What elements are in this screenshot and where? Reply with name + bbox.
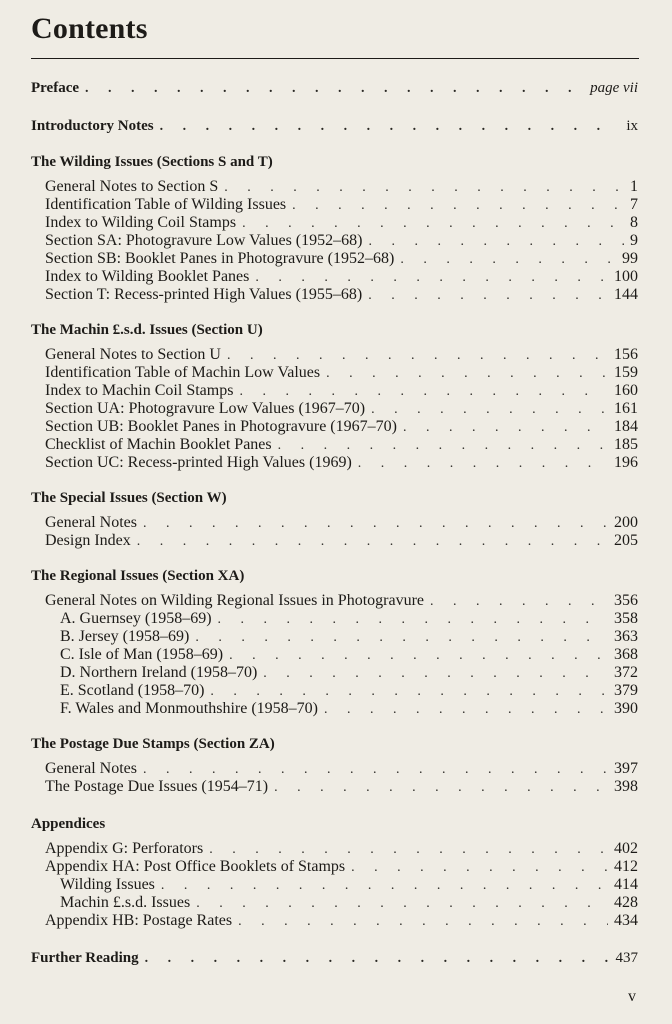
- dot-leader: [368, 234, 624, 250]
- dot-leader: [239, 384, 608, 400]
- toc-page-number: 161: [614, 400, 638, 417]
- toc-entry-title: Section T: Recess-printed High Values (1955–68): [45, 286, 363, 303]
- toc-entry-title: General Notes to Section S: [45, 178, 219, 195]
- dot-leader: [292, 198, 624, 214]
- dot-leader: [400, 252, 616, 268]
- toc-entry-title: Design Index: [45, 532, 131, 549]
- toc-entry-title: Preface: [31, 80, 80, 96]
- toc-entry: [0, 196, 672, 216]
- toc-entry: [0, 232, 672, 252]
- toc-page-number: 1: [630, 178, 638, 195]
- toc-page-number: 368: [614, 646, 638, 663]
- dot-leader: [161, 878, 608, 894]
- dot-leader: [137, 534, 608, 550]
- toc-page-number: 144: [614, 286, 638, 303]
- toc-entry: [0, 628, 672, 648]
- dot-leader: [145, 951, 610, 967]
- toc-entry-title: The Postage Due Stamps (Section ZA): [31, 736, 275, 752]
- dot-leader: [229, 648, 608, 664]
- toc-entry-title: A. Guernsey (1958–69): [60, 610, 212, 627]
- toc-entry: [0, 664, 672, 684]
- toc-entry: [0, 682, 672, 702]
- toc-page-number: 397: [614, 760, 638, 777]
- dot-leader: [371, 402, 608, 418]
- dot-leader: [326, 366, 608, 382]
- dot-leader: [210, 684, 608, 700]
- toc-entry-title: Wilding Issues: [60, 876, 155, 893]
- toc-page-number: 7: [630, 196, 638, 213]
- title-rule: [31, 58, 639, 59]
- toc-entry-title: B. Jersey (1958–69): [60, 628, 190, 645]
- toc-page-number: 185: [614, 436, 638, 453]
- toc-entry: [0, 760, 672, 780]
- toc-section-heading: [0, 118, 672, 138]
- dot-leader: [143, 762, 608, 778]
- dot-leader: [238, 914, 608, 930]
- dot-leader: [227, 348, 608, 364]
- toc-entry-title: Index to Machin Coil Stamps: [45, 382, 234, 399]
- toc-section-heading: [0, 80, 672, 100]
- toc-entry-title: Checklist of Machin Booklet Panes: [45, 436, 272, 453]
- dot-leader: [242, 216, 624, 232]
- toc-page-number: 437: [615, 950, 638, 966]
- toc-entry: [0, 346, 672, 366]
- toc-page-number: 9: [630, 232, 638, 249]
- dot-leader: [263, 666, 608, 682]
- toc-entry: [0, 400, 672, 420]
- toc-entry-title: Appendix G: Perforators: [45, 840, 204, 857]
- dot-leader: [351, 860, 608, 876]
- toc-page-number: ix: [626, 118, 638, 134]
- toc-entry-title: Section UA: Photogravure Low Values (1967–70): [45, 400, 366, 417]
- toc-entry: [0, 858, 672, 878]
- dot-leader: [255, 270, 608, 286]
- toc-entry-title: D. Northern Ireland (1958–70): [60, 664, 258, 681]
- dot-leader: [196, 896, 608, 912]
- toc-entry: [0, 250, 672, 270]
- dot-leader: [209, 842, 608, 858]
- toc-page-number: 363: [614, 628, 638, 645]
- toc-entry: [0, 778, 672, 798]
- dot-leader: [143, 516, 608, 532]
- toc-page-number: 379: [614, 682, 638, 699]
- toc-entry-title: Index to Wilding Coil Stamps: [45, 214, 237, 231]
- dot-leader: [224, 180, 624, 196]
- toc-entry-title: Machin £.s.d. Issues: [60, 894, 191, 911]
- toc-page-number: 99: [622, 250, 638, 267]
- page-title: Contents: [31, 12, 148, 45]
- toc-page-number: 156: [614, 346, 638, 363]
- toc-entry: [0, 610, 672, 630]
- toc-entry-title: Section UB: Booklet Panes in Photogravure (1967–70): [45, 418, 397, 435]
- toc-entry-title: Identification Table of Machin Low Values: [45, 364, 321, 381]
- toc-page-number: 412: [614, 858, 638, 875]
- toc-page-number: 356: [614, 592, 638, 609]
- dot-leader: [368, 288, 608, 304]
- toc-entry: [0, 382, 672, 402]
- toc-section-heading: [0, 154, 672, 174]
- toc-entry-title: General Notes on Wilding Regional Issues in Photogravure: [45, 592, 424, 609]
- toc-page-number: 372: [614, 664, 638, 681]
- dot-leader: [430, 594, 608, 610]
- toc-entry-title: F. Wales and Monmouthshire (1958–70): [60, 700, 318, 717]
- toc-entry-title: Introductory Notes: [31, 118, 154, 134]
- toc-section-heading: [0, 950, 672, 970]
- toc-entry: [0, 418, 672, 438]
- toc-entry-title: E. Scotland (1958–70): [60, 682, 205, 699]
- toc-entry: [0, 912, 672, 932]
- toc-entry: [0, 532, 672, 552]
- toc-entry: [0, 514, 672, 534]
- toc-entry-title: Section SA: Photogravure Low Values (1952–68): [45, 232, 363, 249]
- toc-section-heading: [0, 322, 672, 342]
- dot-leader: [195, 630, 608, 646]
- toc-entry-title: Index to Wilding Booklet Panes: [45, 268, 250, 285]
- dot-leader: [274, 780, 608, 796]
- toc-entry: [0, 894, 672, 914]
- toc-entry-title: C. Isle of Man (1958–69): [60, 646, 224, 663]
- toc-section-heading: [0, 816, 672, 836]
- toc-entry: [0, 700, 672, 720]
- toc-section-heading: [0, 490, 672, 510]
- dot-leader: [278, 438, 608, 454]
- toc-page-number: 184: [614, 418, 638, 435]
- dot-leader: [324, 702, 608, 718]
- toc-entry-title: The Postage Due Issues (1954–71): [45, 778, 269, 795]
- toc-entry: [0, 840, 672, 860]
- toc-entry-title: General Notes to Section U: [45, 346, 221, 363]
- toc-entry: [0, 178, 672, 198]
- toc-entry: [0, 286, 672, 306]
- toc-entry: [0, 268, 672, 288]
- toc-entry-title: The Regional Issues (Section XA): [31, 568, 245, 584]
- dot-leader: [160, 119, 621, 135]
- toc-page-number: 200: [614, 514, 638, 531]
- toc-entry-title: Identification Table of Wilding Issues: [45, 196, 287, 213]
- dot-leader: [403, 420, 608, 436]
- toc-entry: [0, 436, 672, 456]
- toc-entry-title: General Notes: [45, 760, 137, 777]
- toc-entry-title: General Notes: [45, 514, 137, 531]
- toc-entry-title: The Wilding Issues (Sections S and T): [31, 154, 273, 170]
- dot-leader: [218, 612, 608, 628]
- page-number: v: [628, 988, 636, 1005]
- toc-page-number: 196: [614, 454, 638, 471]
- toc-entry: [0, 876, 672, 896]
- toc-entry: [0, 364, 672, 384]
- dot-leader: [85, 81, 584, 97]
- toc-page-number: 434: [614, 912, 638, 929]
- toc-entry-title: The Machin £.s.d. Issues (Section U): [31, 322, 263, 338]
- toc-page-number: 398: [614, 778, 638, 795]
- toc-entry-title: The Special Issues (Section W): [31, 490, 227, 506]
- toc-section-heading: [0, 568, 672, 588]
- toc-entry: [0, 214, 672, 234]
- toc-page-number: page vii: [590, 80, 638, 96]
- toc-entry-title: Section UC: Recess-printed High Values (1969): [45, 454, 352, 471]
- toc-entry-title: Appendices: [31, 816, 106, 832]
- toc-page-number: 100: [614, 268, 638, 285]
- toc-entry-title: Appendix HA: Post Office Booklets of Stamps: [45, 858, 346, 875]
- toc-entry-title: Appendix HB: Postage Rates: [45, 912, 233, 929]
- toc-page-number: 205: [614, 532, 638, 549]
- toc-page-number: 402: [614, 840, 638, 857]
- dot-leader: [358, 456, 608, 472]
- toc-page-number: 160: [614, 382, 638, 399]
- toc-section-heading: [0, 736, 672, 756]
- toc-page-number: 358: [614, 610, 638, 627]
- toc-page-number: 8: [630, 214, 638, 231]
- toc-page-number: 428: [614, 894, 638, 911]
- toc-page-number: 390: [614, 700, 638, 717]
- toc-entry: [0, 592, 672, 612]
- toc-page-number: 159: [614, 364, 638, 381]
- toc-entry: [0, 454, 672, 474]
- toc-page-number: 414: [614, 876, 638, 893]
- toc-entry: [0, 646, 672, 666]
- toc-entry-title: Section SB: Booklet Panes in Photogravure (1952–68): [45, 250, 395, 267]
- toc-entry-title: Further Reading: [31, 950, 139, 966]
